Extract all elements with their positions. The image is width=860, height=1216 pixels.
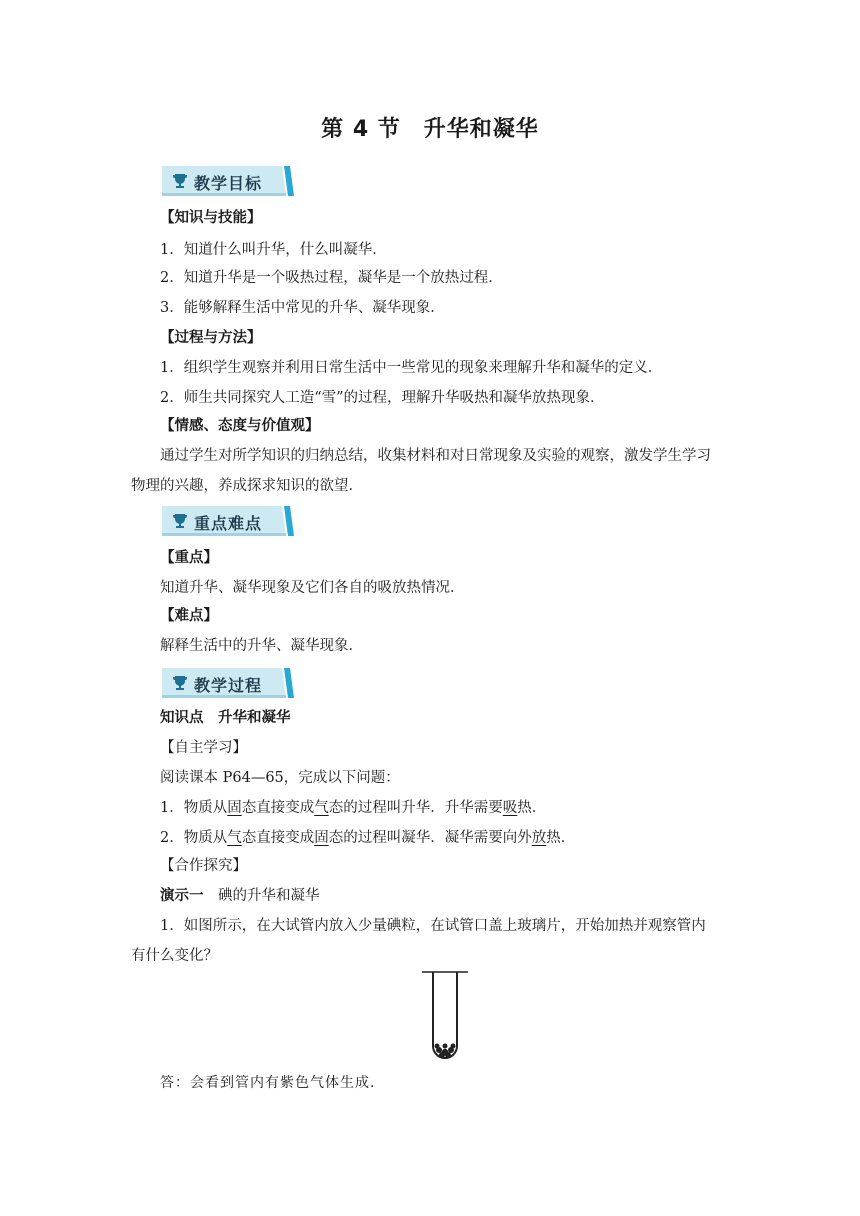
demo-title [160, 886, 320, 906]
q1-text-d: 热． [517, 800, 547, 816]
section-banner-key-points [162, 506, 296, 536]
q2-answer-1: 气 [227, 830, 242, 846]
method-heading: 【过程与方法】 [160, 330, 262, 346]
self-study-heading: 【自主学习】 [160, 740, 247, 756]
emotion-heading: 【情感、态度与价值观】 [160, 418, 320, 434]
focus-text: 知道升华、凝华现象及它们各自的吸放热情况． [160, 580, 465, 596]
q1-answer-2: 气 [314, 800, 329, 816]
q1-answer-3: 吸 [502, 800, 518, 816]
page-title: 第 4 节 升华和凝华 [321, 117, 539, 142]
banner-label: 重点难点 [194, 514, 263, 533]
trophy-icon [170, 511, 190, 531]
q1-text-c: 态的过程叫升华．升华需要 [328, 800, 503, 816]
difficulty-text: 解释生活中的升华、凝华现象． [160, 638, 363, 654]
demo-answer: 答：会看到管内有紫色气体生成． [160, 1075, 385, 1091]
demo-name: 碘的升华和凝华 [203, 888, 320, 904]
q2-text-d: 热． [546, 830, 576, 846]
knowledge-heading: 【知识与技能】 [160, 210, 262, 226]
q1-answer-1: 固 [227, 800, 242, 816]
demo-label: 演示一 [160, 888, 204, 904]
section-banner-goals [162, 166, 296, 196]
q2-text-a: 2．物质从 [160, 830, 228, 846]
q2-answer-3: 放 [531, 830, 547, 846]
q2-text-c: 态的过程叫凝华．凝华需要向外 [328, 830, 532, 846]
question-1 [160, 798, 546, 818]
test-tube-icon [420, 968, 472, 1068]
trophy-icon [170, 673, 190, 693]
q2-text-b: 态直接变成 [241, 830, 315, 846]
emotion-text-line1: 通过学生对所学知识的归纳总结，收集材料和对日常现象及实验的观察，激发学生学习 [160, 448, 711, 464]
reading-instruction: 阅读课本 P64—65，完成以下问题： [160, 770, 400, 786]
knowledge-point-title: 知识点 升华和凝华 [160, 710, 291, 726]
trophy-icon [170, 171, 190, 191]
knowledge-item-3: 3．能够解释生活中常见的升华、凝华现象． [160, 300, 445, 316]
method-item-2: 2．师生共同探究人工造“雪”的过程，理解升华吸热和凝华放热现象． [160, 390, 605, 406]
q1-text-b: 态直接变成 [241, 800, 315, 816]
focus-heading: 【重点】 [160, 550, 218, 566]
method-item-1: 1．组织学生观察并利用日常生活中一些常见的现象来理解升华和凝华的定义． [160, 360, 663, 376]
banner-label: 教学目标 [194, 174, 263, 193]
section-banner-process [162, 668, 296, 698]
demo-question-line2: 有什么变化？ [131, 948, 218, 964]
coop-heading: 【合作探究】 [160, 858, 247, 874]
demo-question-line1: 1．如图所示，在大试管内放入少量碘粒，在试管口盖上玻璃片，开始加热并观察管内 [160, 918, 706, 934]
question-2 [160, 828, 575, 848]
q2-answer-2: 固 [314, 830, 329, 846]
difficulty-heading: 【难点】 [160, 608, 218, 624]
emotion-text-line2: 物理的兴趣，养成探求知识的欲望． [131, 478, 363, 494]
knowledge-item-2: 2．知道升华是一个吸热过程，凝华是一个放热过程． [160, 270, 503, 286]
banner-label: 教学过程 [194, 676, 263, 695]
q1-text-a: 1．物质从 [160, 800, 228, 816]
knowledge-item-1: 1．知道什么叫升华，什么叫凝华． [160, 242, 387, 258]
